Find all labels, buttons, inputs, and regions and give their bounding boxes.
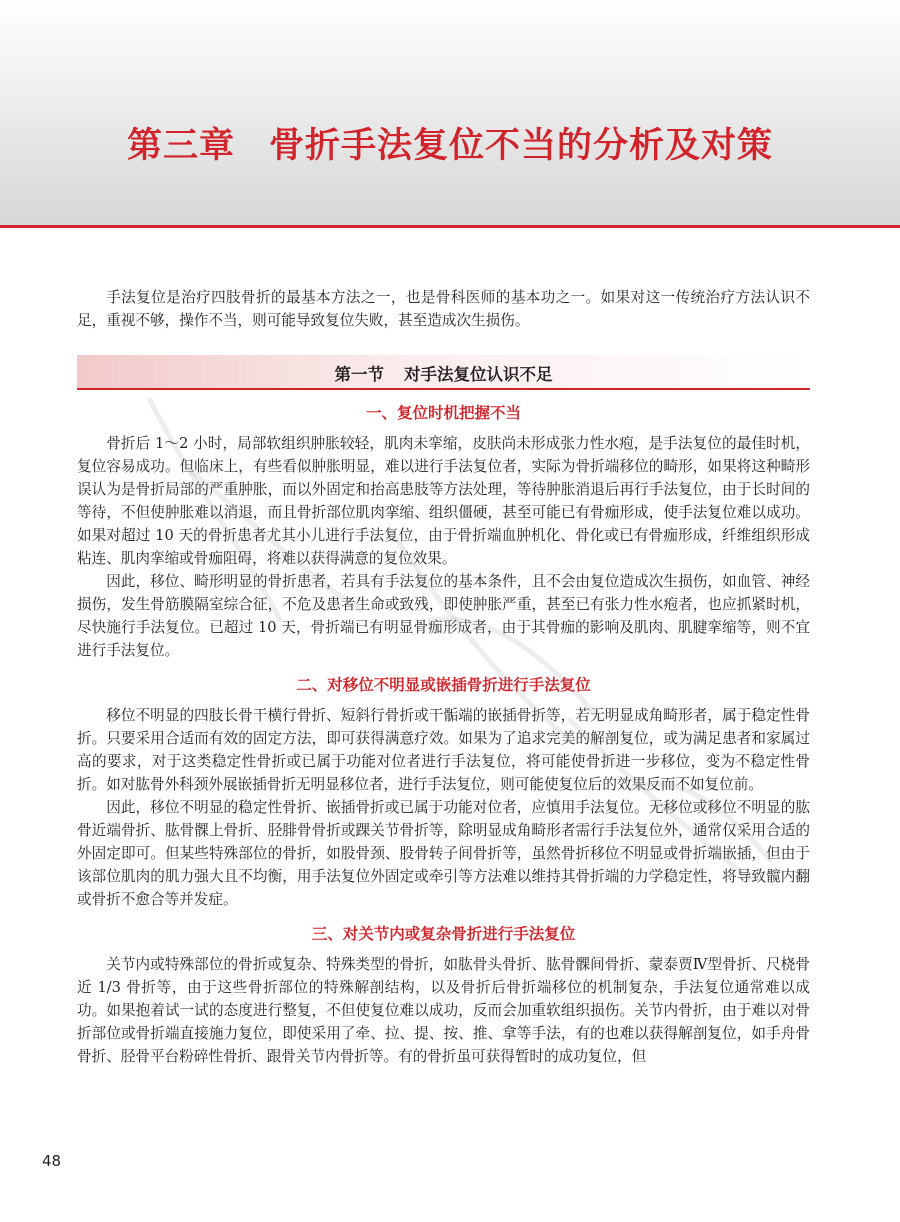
subsection-heading: 二、对移位不明显或嵌插骨折进行手法复位 — [296, 675, 591, 694]
chapter-title — [0, 118, 900, 168]
chapter-header-band — [0, 0, 900, 225]
paragraph: 移位不明显的四肢长骨干横行骨折、短斜行骨折或干骺端的嵌插骨折等，若无明显成角畸形者，属于稳定性骨折。只要采用合适而有效的固定方法，即可获得满意疗效。如果为了追求完美的解剖复位，或为满足患者和家属过高的要求，对于这类稳定性骨折或已属于功能对位者进行手法复位，将可能使骨折进一步移位，变为不稳定性骨折。如对肱骨外科颈外展嵌插骨折无明显移位者，进行手法复位，则可能使复位后的效果反而不如复位前。 — [77, 707, 810, 793]
subsection-heading: 一、复位时机把握不当 — [365, 403, 521, 422]
paragraph: 关节内或特殊部位的骨折或复杂、特殊类型的骨折，如肱骨头骨折、肱骨髁间骨折、蒙泰贾Ⅳ型骨折、尺桡骨近 1/3 骨折等，由于这些骨折部位的特殊解剖结构，以及骨折后骨折端移位的机制复杂，手法复位通常难以成功。如果抱着试一试的态度进行整复，不但使复位难以成功，反而会加重软组织损伤。关节内骨折，由于难以对骨折部位或骨折端直接施力复位，即使采用了牵、拉、提、按、推、拿等手法，有的也难以获得解剖复位，如手舟骨骨折、胫骨平台粉碎性骨折、跟骨关节内骨折等。有的骨折虽可获得暂时的成功复位，但 — [77, 956, 810, 1065]
section-header — [77, 355, 810, 390]
chapter-number: 第三章 — [126, 126, 235, 166]
paragraph: 因此，移位、畸形明显的骨折患者，若具有手法复位的基本条件，且不会由复位造成次生损伤，如血管、神经损伤，发生骨筋膜隔室综合征，不危及患者生命或致残，即使肿胀严重，甚至已有张力性水疱者，也应抓紧时机，尽快施行手法复位。已超过 10 天，骨折端已有明显骨痂形成者，由于其骨痂的影响及肌肉、肌腱挛缩等，则不宜进行手法复位。 — [77, 573, 810, 659]
page-number: 48 — [42, 1152, 62, 1170]
section-title — [77, 361, 810, 385]
section-name: 对手法复位认识不足 — [404, 365, 553, 384]
section-number: 第一节 — [334, 365, 384, 384]
intro-paragraph: 手法复位是治疗四肢骨折的最基本方法之一，也是骨科医师的基本功之一。如果对这一传统治疗方法认识不足，重视不够，操作不当，则可能导致复位失败，甚至造成次生损伤。 — [77, 289, 810, 329]
paragraph: 骨折后 1～2 小时，局部软组织肿胀较轻，肌肉未挛缩，皮肤尚未形成张力性水疱，是手法复位的最佳时机，复位容易成功。但临床上，有些看似肿胀明显，难以进行手法复位者，实际为骨折端移位的畸形，如果将这种畸形误认为是骨折局部的严重肿胀，而以外固定和抬高患肢等方法处理，等待肿胀消退后再行手法复位，由于长时间的等待，不但使肿胀难以消退，而且骨折部位肌肉挛缩、组织僵硬，甚至可能已有骨痂形成，使手法复位难以成功。如果对超过 10 天的骨折患者尤其小儿进行手法复位，由于骨折端血肿机化、骨化或已有骨痂形成，纤维组织形成粘连、肌肉挛缩或骨痂阻碍，将难以获得满意的复位效果。 — [77, 435, 810, 567]
page-body — [77, 286, 810, 1068]
subsection-heading: 三、对关节内或复杂骨折进行手法复位 — [311, 924, 576, 943]
paragraph: 因此，移位不明显的稳定性骨折、嵌插骨折或已属于功能对位者，应慎用手法复位。无移位或移位不明显的肱骨近端骨折、肱骨髁上骨折、胫腓骨骨折或踝关节骨折等，除明显成角畸形者需行手法复位外，通常仅采用合适的外固定即可。但某些特殊部位的骨折，如股骨颈、股骨转子间骨折等，虽然骨折移位不明显或骨折端嵌插，但由于该部位肌肉的肌力强大且不均衡，用手法复位外固定或牵引等方法难以维持其骨折端的力学稳定性，将导致髋内翻或骨折不愈合等并发症。 — [77, 799, 810, 908]
chapter-name: 骨折手法复位不当的分析及对策 — [269, 126, 774, 166]
chapter-header-rule — [0, 225, 900, 228]
